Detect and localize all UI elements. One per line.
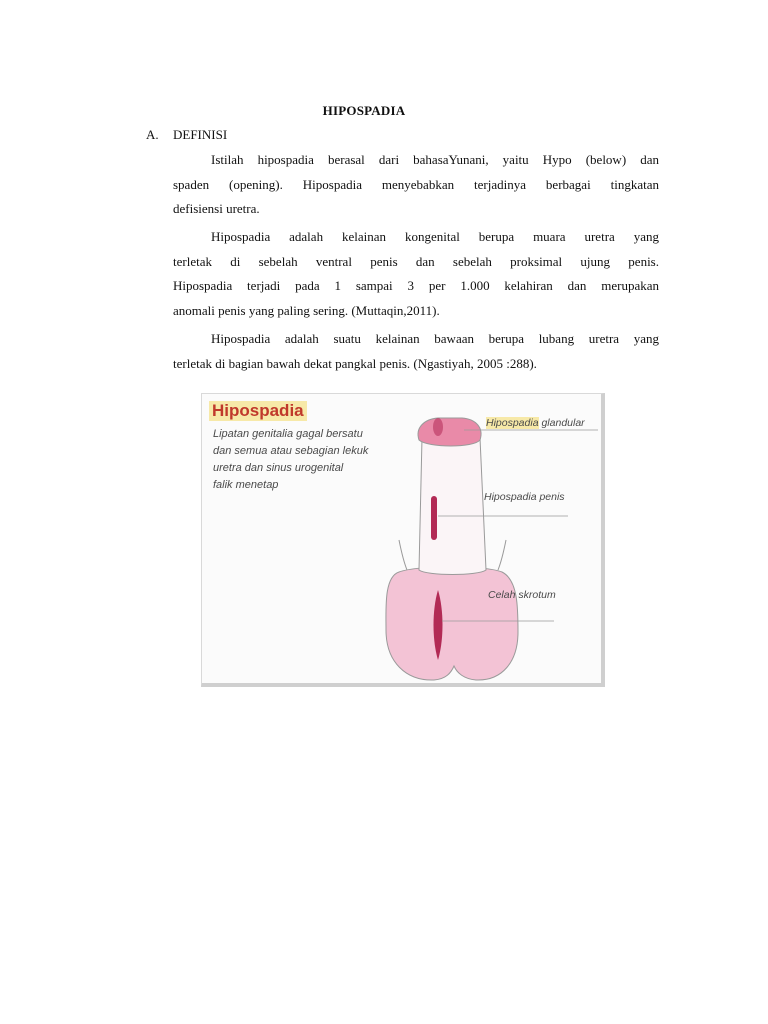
- paragraph-2: [173, 225, 659, 323]
- paragraph-line: spaden (opening). Hipospadia menyebabkan terjadinya berbagai tingkatan: [173, 176, 659, 192]
- paragraph-line: anomali penis yang paling sering. (Muttaqin,2011).: [173, 302, 440, 318]
- glans-shape: [418, 418, 481, 446]
- label-glandular-highlight: Hipospadia: [486, 417, 539, 429]
- scrotum-shape: [386, 567, 518, 680]
- hipospadia-figure: [201, 393, 605, 687]
- left-thigh-line: [399, 540, 407, 570]
- figure-title: Hipospadia: [209, 401, 307, 421]
- paragraph-line: terletak di sebelah ventral penis dan sebelah proksimal ujung penis.: [173, 253, 659, 269]
- label-hipospadia-penis: Hipospadia penis: [484, 491, 565, 503]
- section-heading: [146, 127, 227, 143]
- label-glandular-rest: glandular: [538, 417, 585, 429]
- paragraph-line: defisiensi uretra.: [173, 201, 260, 217]
- section-heading-text: DEFINISI: [173, 127, 228, 142]
- glans-opening: [433, 418, 443, 436]
- figure-description-line: falik menetap: [213, 479, 279, 491]
- penile-opening: [431, 496, 437, 540]
- paragraph-1: [173, 148, 659, 222]
- label-celah-skrotum: Celah skrotum: [488, 589, 556, 601]
- paragraph-3: [173, 327, 659, 376]
- paragraph-line: Istilah hipospadia berasal dari bahasaYunani, yaitu Hypo (below) dan: [211, 152, 659, 167]
- label-hipospadia-glandular: [486, 417, 585, 429]
- figure-description-line: uretra dan sinus urogenital: [213, 462, 344, 474]
- page-title: HIPOSPADIA: [322, 103, 406, 118]
- paragraph-line: Hipospadia terjadi pada 1 sampai 3 per 1.000 kelahiran dan merupakan: [173, 278, 659, 294]
- paragraph-line: terletak di bagian bawah dekat pangkal penis. (Ngastiyah, 2005 :288).: [173, 355, 537, 371]
- paragraph-line: Hipospadia adalah suatu kelainan bawaan berupa lubang uretra yang: [211, 331, 659, 346]
- section-number: A.: [146, 127, 159, 142]
- right-thigh-line: [498, 540, 506, 570]
- penis-shaft: [419, 438, 486, 575]
- figure-description-line: dan semua atau sebagian lekuk: [213, 445, 369, 457]
- paragraph-line: Hipospadia adalah kelainan kongenital berupa muara uretra yang: [211, 229, 659, 244]
- figure-description-line: Lipatan genitalia gagal bersatu: [213, 428, 363, 440]
- figure-description: [213, 426, 383, 494]
